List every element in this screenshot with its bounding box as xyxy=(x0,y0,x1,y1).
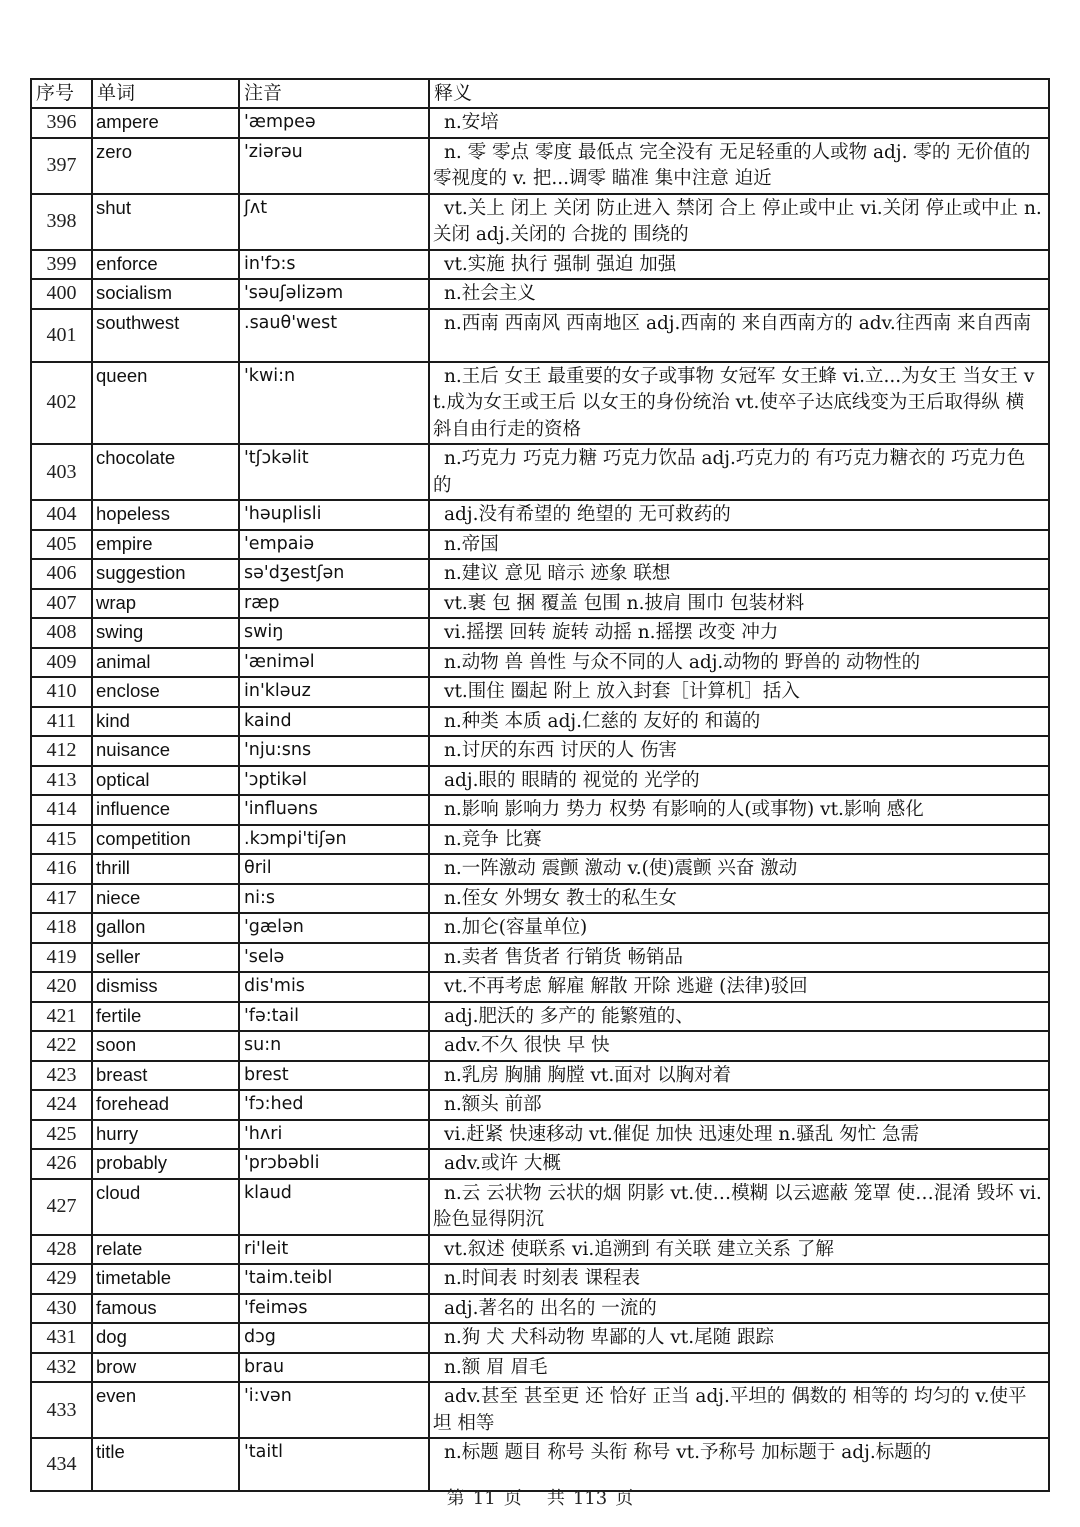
word-cell: shut xyxy=(92,194,239,250)
definition-cell: adj.肥沃的 多产的 能繁殖的、 xyxy=(429,1002,1049,1032)
table-row xyxy=(31,362,1049,445)
row-number: 401 xyxy=(31,309,92,362)
word-cell: southwest xyxy=(92,309,239,362)
table-row xyxy=(31,1090,1049,1120)
phonetic-cell: 'həuplisli xyxy=(239,500,429,530)
phonetic-cell: in'fɔ:s xyxy=(239,250,429,280)
definition-cell: n.巧克力 巧克力糖 巧克力饮品 adj.巧克力的 有巧克力糖衣的 巧克力色的 xyxy=(429,444,1049,500)
phonetic-cell: dis'mis xyxy=(239,972,429,1002)
definition-cell: n.标题 题目 称号 头衔 称号 vt.予称号 加标题于 adj.标题的 xyxy=(429,1438,1049,1491)
word-cell: cloud xyxy=(92,1179,239,1235)
row-number: 409 xyxy=(31,648,92,678)
word-cell: dog xyxy=(92,1323,239,1353)
definition-cell: n.竞争 比赛 xyxy=(429,825,1049,855)
phonetic-cell: 'hʌri xyxy=(239,1120,429,1150)
phonetic-cell: brau xyxy=(239,1353,429,1383)
row-number: 415 xyxy=(31,825,92,855)
table-row xyxy=(31,943,1049,973)
row-number: 403 xyxy=(31,444,92,500)
phonetic-cell: 'ɔptikəl xyxy=(239,766,429,796)
total-pages: 113 xyxy=(572,1488,608,1509)
table-row xyxy=(31,677,1049,707)
row-number: 408 xyxy=(31,618,92,648)
word-cell: breast xyxy=(92,1061,239,1091)
table-row xyxy=(31,500,1049,530)
table-row xyxy=(31,1382,1049,1438)
word-cell: title xyxy=(92,1438,239,1491)
total-unit: 页 xyxy=(615,1488,634,1509)
phonetic-cell: sə'dʒestʃən xyxy=(239,559,429,589)
table-row xyxy=(31,279,1049,309)
row-number: 432 xyxy=(31,1353,92,1383)
phonetic-cell: .kɔmpi'tiʃən xyxy=(239,825,429,855)
phonetic-cell: 'feiməs xyxy=(239,1294,429,1324)
table-row xyxy=(31,1031,1049,1061)
table-header-row xyxy=(31,79,1049,108)
phonetic-cell: klaud xyxy=(239,1179,429,1235)
row-number: 396 xyxy=(31,108,92,138)
row-number: 426 xyxy=(31,1149,92,1179)
row-number: 413 xyxy=(31,766,92,796)
phonetic-cell: 'ziərəu xyxy=(239,138,429,194)
table-row xyxy=(31,618,1049,648)
row-number: 414 xyxy=(31,795,92,825)
word-cell: hurry xyxy=(92,1120,239,1150)
table-row xyxy=(31,825,1049,855)
word-cell: even xyxy=(92,1382,239,1438)
phonetic-cell: ni:s xyxy=(239,884,429,914)
page-unit: 页 xyxy=(503,1488,522,1509)
table-row xyxy=(31,559,1049,589)
header-phonetic: 注音 xyxy=(239,79,429,108)
definition-cell: n.王后 女王 最重要的女子或事物 女冠军 女王蜂 vi.立...为女王 当女王 vt.成为女王或王后 以女王的身份统治 vt.使卒子达底线变为王后取得纵 横 斜自由行走的资格 xyxy=(429,362,1049,445)
definition-cell: adj.没有希望的 绝望的 无可救药的 xyxy=(429,500,1049,530)
word-cell: famous xyxy=(92,1294,239,1324)
word-cell: enforce xyxy=(92,250,239,280)
word-cell: thrill xyxy=(92,854,239,884)
total-label: 共 xyxy=(546,1488,565,1509)
definition-cell: vt.叙述 使联系 vi.追溯到 有关联 建立关系 了解 xyxy=(429,1235,1049,1265)
word-cell: zero xyxy=(92,138,239,194)
table-row xyxy=(31,444,1049,500)
page-footer xyxy=(0,1484,1080,1510)
word-cell: niece xyxy=(92,884,239,914)
definition-cell: vt.围住 圈起 附上 放入封套［计算机］括入 xyxy=(429,677,1049,707)
definition-cell: vt.实施 执行 强制 强迫 加强 xyxy=(429,250,1049,280)
word-cell: forehead xyxy=(92,1090,239,1120)
definition-cell: n.帝国 xyxy=(429,530,1049,560)
phonetic-cell: θril xyxy=(239,854,429,884)
definition-cell: adv.不久 很快 早 快 xyxy=(429,1031,1049,1061)
table-row xyxy=(31,1294,1049,1324)
definition-cell: n.侄女 外甥女 教士的私生女 xyxy=(429,884,1049,914)
phonetic-cell: brest xyxy=(239,1061,429,1091)
row-number: 421 xyxy=(31,1002,92,1032)
table-row xyxy=(31,1179,1049,1235)
table-row xyxy=(31,250,1049,280)
header-no: 序号 xyxy=(31,79,92,108)
word-cell: seller xyxy=(92,943,239,973)
table-row xyxy=(31,884,1049,914)
definition-cell: adv.或许 大概 xyxy=(429,1149,1049,1179)
definition-cell: n.动物 兽 兽性 与众不同的人 adj.动物的 野兽的 动物性的 xyxy=(429,648,1049,678)
row-number: 397 xyxy=(31,138,92,194)
word-cell: dismiss xyxy=(92,972,239,1002)
phonetic-cell: ri'leit xyxy=(239,1235,429,1265)
row-number: 405 xyxy=(31,530,92,560)
phonetic-cell: 'nju:sns xyxy=(239,736,429,766)
definition-cell: n.西南 西南风 西南地区 adj.西南的 来自西南方的 adv.往西南 来自西南 xyxy=(429,309,1049,362)
definition-cell: adv.甚至 甚至更 还 恰好 正当 adj.平坦的 偶数的 相等的 均匀的 v.使平坦 相等 xyxy=(429,1382,1049,1438)
vocabulary-table xyxy=(30,78,1050,1492)
phonetic-cell: 'taitl xyxy=(239,1438,429,1491)
table-row xyxy=(31,1061,1049,1091)
phonetic-cell: 'selə xyxy=(239,943,429,973)
word-cell: gallon xyxy=(92,913,239,943)
table-row xyxy=(31,1235,1049,1265)
phonetic-cell: 'i:vən xyxy=(239,1382,429,1438)
definition-cell: n.额头 前部 xyxy=(429,1090,1049,1120)
table-row xyxy=(31,707,1049,737)
definition-cell: n.种类 本质 adj.仁慈的 友好的 和蔼的 xyxy=(429,707,1049,737)
definition-cell: adj.著名的 出名的 一流的 xyxy=(429,1294,1049,1324)
word-cell: empire xyxy=(92,530,239,560)
word-cell: hopeless xyxy=(92,500,239,530)
word-cell: chocolate xyxy=(92,444,239,500)
definition-cell: n.一阵激动 震颤 激动 v.(使)震颤 兴奋 激动 xyxy=(429,854,1049,884)
table-row xyxy=(31,795,1049,825)
word-cell: timetable xyxy=(92,1264,239,1294)
row-number: 399 xyxy=(31,250,92,280)
phonetic-cell: .sauθ'west xyxy=(239,309,429,362)
table-row xyxy=(31,108,1049,138)
phonetic-cell: kaind xyxy=(239,707,429,737)
word-cell: ampere xyxy=(92,108,239,138)
phonetic-cell: 'empaiə xyxy=(239,530,429,560)
definition-cell: vi.赶紧 快速移动 vt.催促 加快 迅速处理 n.骚乱 匆忙 急需 xyxy=(429,1120,1049,1150)
phonetic-cell: 'səuʃəlizəm xyxy=(239,279,429,309)
definition-cell: vt.不再考虑 解雇 解散 开除 逃避 (法律)驳回 xyxy=(429,972,1049,1002)
table-row xyxy=(31,648,1049,678)
table-row xyxy=(31,138,1049,194)
word-cell: suggestion xyxy=(92,559,239,589)
phonetic-cell: su:n xyxy=(239,1031,429,1061)
phonetic-cell: 'influəns xyxy=(239,795,429,825)
table-row xyxy=(31,736,1049,766)
row-number: 422 xyxy=(31,1031,92,1061)
definition-cell: vt.裹 包 捆 覆盖 包围 n.披肩 围巾 包装材料 xyxy=(429,589,1049,619)
row-number: 419 xyxy=(31,943,92,973)
definition-cell: n.云 云状物 云状的烟 阴影 vt.使…模糊 以云遮蔽 笼罩 使…混淆 毁坏 vi.脸色显得阴沉 xyxy=(429,1179,1049,1235)
phonetic-cell: 'fɔ:hed xyxy=(239,1090,429,1120)
row-number: 424 xyxy=(31,1090,92,1120)
row-number: 434 xyxy=(31,1438,92,1491)
word-cell: wrap xyxy=(92,589,239,619)
phonetic-cell: in'kləuz xyxy=(239,677,429,707)
row-number: 430 xyxy=(31,1294,92,1324)
table-row xyxy=(31,1002,1049,1032)
word-cell: kind xyxy=(92,707,239,737)
word-cell: influence xyxy=(92,795,239,825)
word-cell: probably xyxy=(92,1149,239,1179)
phonetic-cell: 'fə:tail xyxy=(239,1002,429,1032)
phonetic-cell: 'tʃɔkəlit xyxy=(239,444,429,500)
phonetic-cell: swiŋ xyxy=(239,618,429,648)
word-cell: socialism xyxy=(92,279,239,309)
row-number: 407 xyxy=(31,589,92,619)
row-number: 429 xyxy=(31,1264,92,1294)
table-row xyxy=(31,1323,1049,1353)
row-number: 406 xyxy=(31,559,92,589)
word-cell: swing xyxy=(92,618,239,648)
definition-cell: n.时间表 时刻表 课程表 xyxy=(429,1264,1049,1294)
row-number: 417 xyxy=(31,884,92,914)
definition-cell: adj.眼的 眼睛的 视觉的 光学的 xyxy=(429,766,1049,796)
table-row xyxy=(31,309,1049,362)
phonetic-cell: 'taim.teibl xyxy=(239,1264,429,1294)
table-row xyxy=(31,1264,1049,1294)
row-number: 398 xyxy=(31,194,92,250)
row-number: 411 xyxy=(31,707,92,737)
row-number: 418 xyxy=(31,913,92,943)
row-number: 433 xyxy=(31,1382,92,1438)
definition-cell: n.安培 xyxy=(429,108,1049,138)
definition-cell: n.卖者 售货者 行销货 畅销品 xyxy=(429,943,1049,973)
word-cell: brow xyxy=(92,1353,239,1383)
table-row xyxy=(31,1353,1049,1383)
phonetic-cell: dɔg xyxy=(239,1323,429,1353)
row-number: 425 xyxy=(31,1120,92,1150)
row-number: 427 xyxy=(31,1179,92,1235)
row-number: 404 xyxy=(31,500,92,530)
page-label: 第 xyxy=(446,1488,465,1509)
header-definition: 释义 xyxy=(429,79,1049,108)
word-cell: fertile xyxy=(92,1002,239,1032)
table-row xyxy=(31,589,1049,619)
table-row xyxy=(31,913,1049,943)
definition-cell: n.狗 犬 犬科动物 卑鄙的人 vt.尾随 跟踪 xyxy=(429,1323,1049,1353)
definition-cell: n.建议 意见 暗示 迹象 联想 xyxy=(429,559,1049,589)
definition-cell: n.讨厌的东西 讨厌的人 伤害 xyxy=(429,736,1049,766)
phonetic-cell: 'æmpeə xyxy=(239,108,429,138)
row-number: 423 xyxy=(31,1061,92,1091)
row-number: 431 xyxy=(31,1323,92,1353)
definition-cell: n.加仑(容量单位) xyxy=(429,913,1049,943)
word-cell: relate xyxy=(92,1235,239,1265)
word-cell: soon xyxy=(92,1031,239,1061)
word-cell: queen xyxy=(92,362,239,445)
row-number: 428 xyxy=(31,1235,92,1265)
word-cell: animal xyxy=(92,648,239,678)
word-cell: competition xyxy=(92,825,239,855)
definition-cell: vt.关上 闭上 关闭 防止进入 禁闭 合上 停止或中止 vi.关闭 停止或中止 n.关闭 adj.关闭的 合拢的 围绕的 xyxy=(429,194,1049,250)
word-cell: enclose xyxy=(92,677,239,707)
definition-cell: vi.摇摆 回转 旋转 动摇 n.摇摆 改变 冲力 xyxy=(429,618,1049,648)
row-number: 410 xyxy=(31,677,92,707)
table-row xyxy=(31,766,1049,796)
table-row xyxy=(31,530,1049,560)
table-row xyxy=(31,194,1049,250)
definition-cell: n.额 眉 眉毛 xyxy=(429,1353,1049,1383)
row-number: 416 xyxy=(31,854,92,884)
word-cell: optical xyxy=(92,766,239,796)
row-number: 400 xyxy=(31,279,92,309)
row-number: 402 xyxy=(31,362,92,445)
phonetic-cell: 'gælən xyxy=(239,913,429,943)
table-row xyxy=(31,1149,1049,1179)
phonetic-cell: ræp xyxy=(239,589,429,619)
definition-cell: n.社会主义 xyxy=(429,279,1049,309)
table-row xyxy=(31,972,1049,1002)
header-word: 单词 xyxy=(92,79,239,108)
definition-cell: n. 零 零点 零度 最低点 完全没有 无足轻重的人或物 adj. 零的 无价值的 零视度的 v. 把...调零 瞄准 集中注意 迫近 xyxy=(429,138,1049,194)
word-cell: nuisance xyxy=(92,736,239,766)
row-number: 420 xyxy=(31,972,92,1002)
phonetic-cell: 'prɔbəbli xyxy=(239,1149,429,1179)
table-body xyxy=(31,108,1049,1491)
definition-cell: n.乳房 胸脯 胸膛 vt.面对 以胸对着 xyxy=(429,1061,1049,1091)
row-number: 412 xyxy=(31,736,92,766)
definition-cell: n.影响 影响力 势力 权势 有影响的人(或事物) vt.影响 感化 xyxy=(429,795,1049,825)
table-row xyxy=(31,854,1049,884)
phonetic-cell: ʃʌt xyxy=(239,194,429,250)
page-number: 11 xyxy=(472,1488,496,1509)
phonetic-cell: 'æniməl xyxy=(239,648,429,678)
phonetic-cell: 'kwi:n xyxy=(239,362,429,445)
table-row xyxy=(31,1120,1049,1150)
